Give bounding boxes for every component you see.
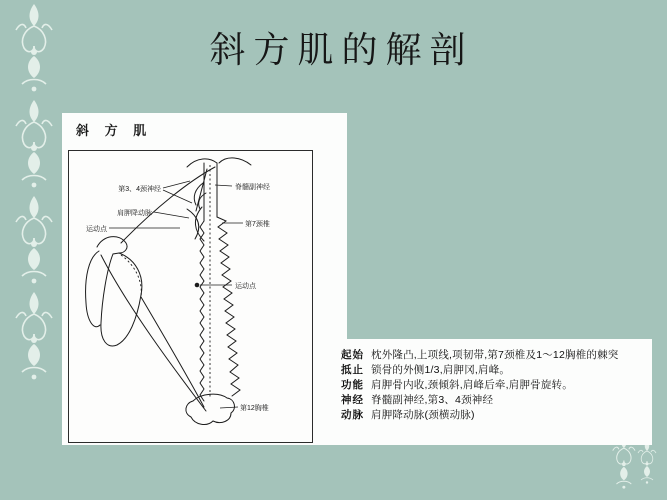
anatomy-diagram-frame [68,150,313,443]
info-row [341,348,641,363]
info-row-label: 起始 [341,349,364,361]
page-title: 斜方肌的解剖 [209,30,474,70]
info-row [341,393,641,408]
label-c7-vertebra: 第7颈椎 [245,221,270,228]
label-t12-vertebra: 第12胸椎 [240,405,269,412]
panel-heading: 斜 方 肌 [76,123,153,138]
anatomy-info-list [341,348,641,423]
label-scapular-artery: 肩胛降动脉 [117,210,152,217]
info-row-text: 肩胛骨内收,颈倾斜,肩峰后牵,肩胛骨旋转。 [371,379,573,391]
info-row-text: 脊髓副神经,第3、4颈神经 [371,394,494,406]
label-motor-point-1: 运动点 [86,226,107,233]
info-row-label: 功能 [341,379,364,391]
info-row-label: 神经 [341,394,364,406]
info-row-label: 动脉 [341,409,364,421]
info-row-label: 抵止 [341,364,364,376]
label-motor-point-2: 运动点 [235,283,256,290]
info-row-text: 锁骨的外侧1/3,肩胛冈,肩峰。 [371,364,511,376]
info-row [341,378,641,393]
label-accessory-nerve: 脊髓副神经 [235,184,270,191]
label-cervical-nerves: 第3、4颈神经 [118,186,161,193]
info-row-text: 肩胛降动脉(颈横动脉) [371,409,475,421]
info-row [341,408,641,423]
anatomy-diagram [69,151,312,442]
motor-point-dot [195,283,200,288]
info-row [341,363,641,378]
info-row-text: 枕外隆凸,上项线,项韧带,第7颈椎及1～12胸椎的棘突 [371,349,619,361]
